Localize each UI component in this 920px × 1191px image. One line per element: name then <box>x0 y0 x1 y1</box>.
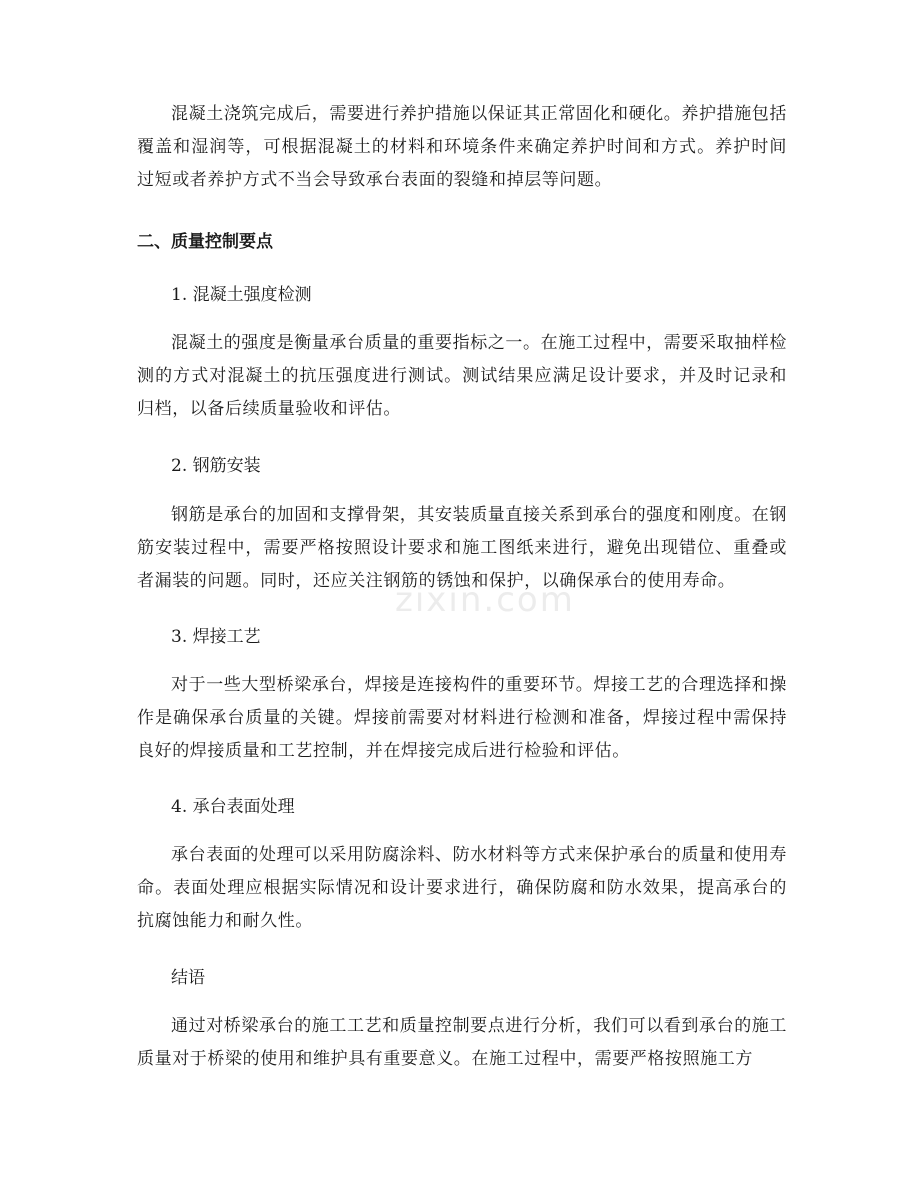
subheading-concrete-strength: 1. 混凝土强度检测 <box>171 285 312 305</box>
paragraph-rebar: 钢筋是承台的加固和支撑骨架，其安装质量直接关系到承台的强度和刚度。在钢筋安装过程中，需要严格按照设计要求和施工图纸来进行，避免出现错位、重叠或者漏装的问题。同时，还应关注钢筋的锈蚀和保护，以确保承台的使用寿命。 <box>137 505 787 591</box>
subheading-welding: 3. 焊接工艺 <box>171 627 261 647</box>
subheading-conclusion: 结语 <box>171 968 205 988</box>
section-heading-quality-control: 二、质量控制要点 <box>137 232 273 252</box>
paragraph-strength: 混凝土的强度是衡量承台质量的重要指标之一。在施工过程中，需要采取抽样检测的方式对混凝土的抗压强度进行测试。测试结果应满足设计要求，并及时记录和归档，以备后续质量验收和评估。 <box>137 333 787 419</box>
paragraph-welding: 对于一些大型桥梁承台，焊接是连接构件的重要环节。焊接工艺的合理选择和操作是确保承台质量的关键。焊接前需要对材料进行检测和准备，焊接过程中需保持良好的焊接质量和工艺控制，并在焊接完成后进行检验和评估。 <box>137 675 787 761</box>
subheading-surface: 4. 承台表面处理 <box>171 797 295 817</box>
subheading-rebar: 2. 钢筋安装 <box>171 456 261 476</box>
watermark-text: zixin.com <box>395 580 575 620</box>
paragraph-conclusion: 通过对桥梁承台的施工工艺和质量控制要点进行分析，我们可以看到承台的施工质量对于桥梁的使用和维护具有重要意义。在施工过程中，需要严格按照施工方 <box>137 1016 787 1069</box>
paragraph-surface: 承台表面的处理可以采用防腐涂料、防水材料等方式来保护承台的质量和使用寿命。表面处理应根据实际情况和设计要求进行，确保防腐和防水效果，提高承台的抗腐蚀能力和耐久性。 <box>137 845 787 931</box>
paragraph-curing: 混凝土浇筑完成后，需要进行养护措施以保证其正常固化和硬化。养护措施包括覆盖和湿润等，可根据混凝土的材料和环境条件来确定养护时间和方式。养护时间过短或者养护方式不当会导致承台表面的裂缝和掉层等问题。 <box>137 104 787 190</box>
